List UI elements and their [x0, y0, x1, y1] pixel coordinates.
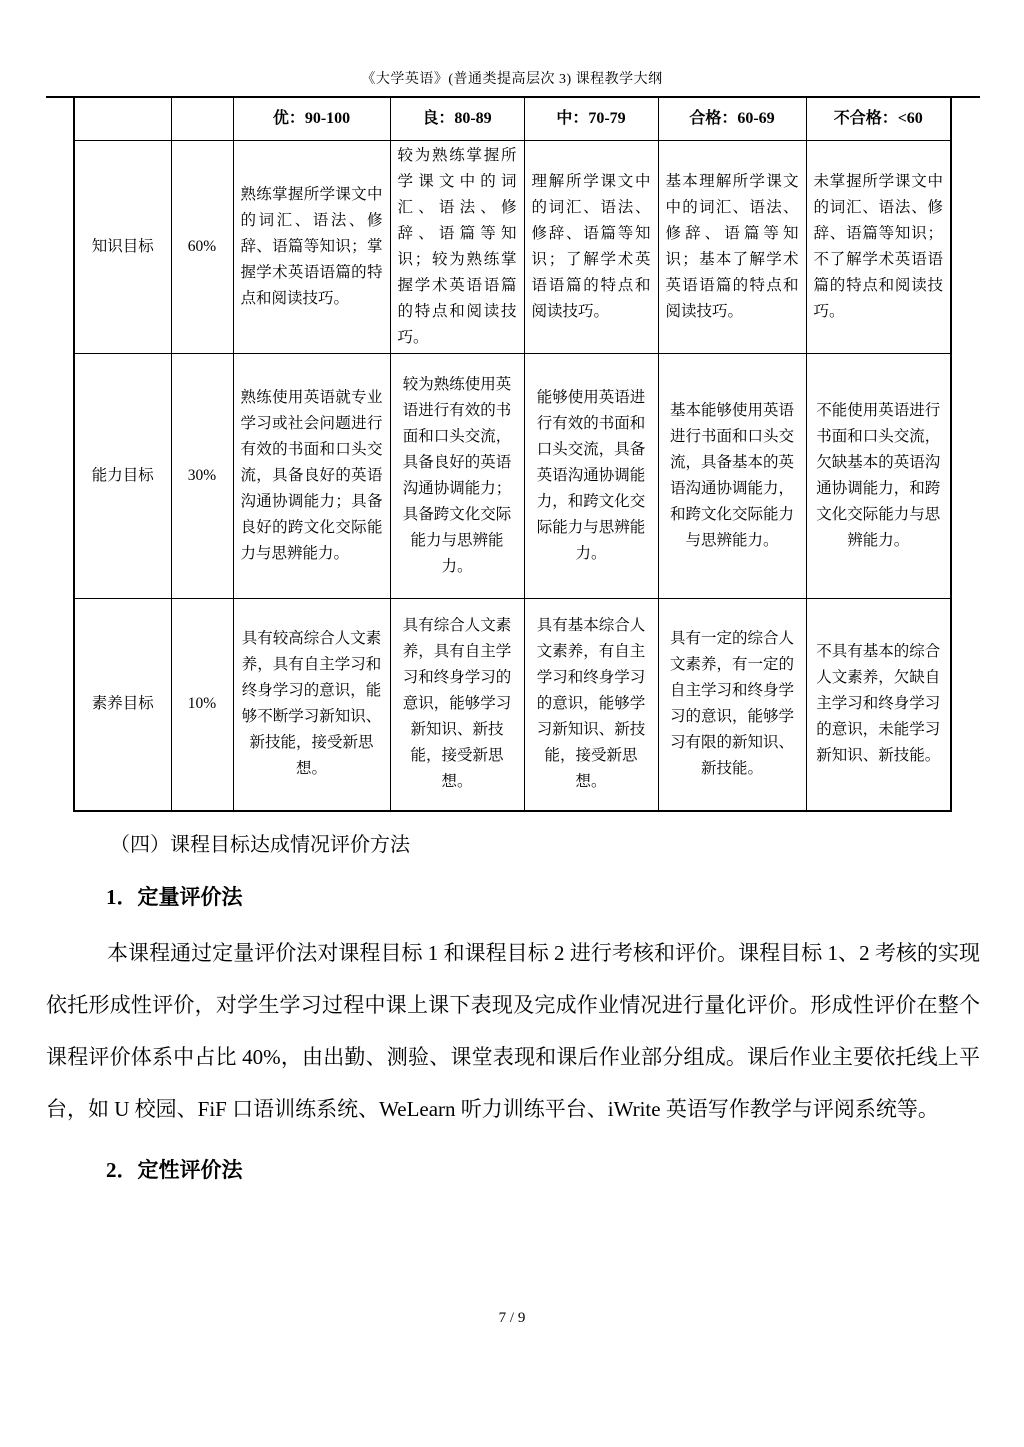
- rubric-cell: 能够使用英语进行有效的书面和口头交流，具备英语沟通协调能力，和跨文化交际能力与思辨能力。: [524, 353, 658, 598]
- subsection-heading-qualitative: 2．定性评价法: [106, 1158, 243, 1182]
- content-area: [46, 96, 980, 1184]
- grading-rubric-table: [73, 96, 952, 812]
- rubric-cell: 较为熟练掌握所学课文中的词汇、语法、修辞、语篇等知识；较为熟练掌握学术英语语篇的特点和阅读技巧。: [390, 140, 524, 353]
- grade-header-fail: 不合格：<60: [806, 97, 951, 140]
- rubric-cell: 具有基本综合人文素养，有自主学习和终身学习的意识，能够学习新知识、新技能，接受新思想。: [524, 598, 658, 811]
- grade-header-good: 良：80-89: [390, 97, 524, 140]
- section-heading: （四）课程目标达成情况评价方法: [110, 834, 410, 856]
- rubric-cell: 较为熟练使用英语进行有效的书面和口头交流，具备良好的英语沟通协调能力；具备跨文化交际能力与思辨能力。: [390, 353, 524, 598]
- empty-header-cell: [74, 97, 171, 140]
- grade-header-excellent: 优：90-100: [233, 97, 390, 140]
- body-paragraph: 本课程通过定量评价法对课程目标 1 和课程目标 2 进行考核和评价。课程目标 1、2 考核的实现依托形成性评价，对学生学习过程中课上课下表现及完成作业情况进行量化评价。形成性评价在整个课程评价体系中占比 40%，由出勤、测验、课堂表现和课后作业部分组成。课后作业主要依托线上平台，如 U 校园、FiF 口语训练系统、WeLearn 听力训练平台、iWrite 英语写作教学与评阅系统等。: [46, 941, 980, 1121]
- rubric-cell: 熟练使用英语就专业学习或社会问题进行有效的书面和口头交流，具备良好的英语沟通协调能力；具备良好的跨文化交际能力与思辨能力。: [233, 353, 390, 598]
- rubric-cell: 具有综合人文素养，具有自主学习和终身学习的意识，能够学习新知识、新技能，接受新思想。: [390, 598, 524, 811]
- rubric-cell: 不具有基本的综合人文素养，欠缺自主学习和终身学习的意识，未能学习新知识、新技能。: [806, 598, 951, 811]
- subsection-heading-quantitative: 1．定量评价法: [106, 885, 243, 909]
- empty-header-cell: [171, 97, 233, 140]
- objective-weight: 30%: [171, 353, 233, 598]
- objective-label: 能力目标: [74, 353, 171, 598]
- rubric-cell: 熟练掌握所学课文中的词汇、语法、修辞、语篇等知识；掌握学术英语语篇的特点和阅读技巧。: [233, 140, 390, 353]
- objective-label: 知识目标: [74, 140, 171, 353]
- rubric-cell: 具有较高综合人文素养，具有自主学习和终身学习的意识，能够不断学习新知识、新技能，接受新思想。: [233, 598, 390, 811]
- rubric-row-knowledge: [74, 140, 951, 353]
- rubric-row-ability: [74, 353, 951, 598]
- rubric-cell: 具有一定的综合人文素养，有一定的自主学习和终身学习的意识，能够学习有限的新知识、新技能。: [658, 598, 806, 811]
- grade-header-pass: 合格：60-69: [658, 97, 806, 140]
- objective-weight: 10%: [171, 598, 233, 811]
- objective-label: 素养目标: [74, 598, 171, 811]
- rubric-cell: 不能使用英语进行书面和口头交流，欠缺基本的英语沟通协调能力，和跨文化交际能力与思辨能力。: [806, 353, 951, 598]
- rubric-row-literacy: [74, 598, 951, 811]
- page-number: 7 / 9: [498, 1310, 526, 1326]
- rubric-cell: 基本能够使用英语进行书面和口头交流，具备基本的英语沟通协调能力，和跨文化交际能力与思辨能力。: [658, 353, 806, 598]
- objective-weight: 60%: [171, 140, 233, 353]
- grade-header-row: [74, 97, 951, 140]
- rubric-cell: 基本理解所学课文中的词汇、语法、修辞、语篇等知识；基本了解学术英语语篇的特点和阅读技巧。: [658, 140, 806, 353]
- rubric-cell: 未掌握所学课文中的词汇、语法、修辞、语篇等知识；不了解学术英语语篇的特点和阅读技巧。: [806, 140, 951, 353]
- document-header-title: 《大学英语》(普通类提高层次 3) 课程教学大纲: [361, 72, 663, 87]
- grade-header-medium: 中：70-79: [524, 97, 658, 140]
- rubric-cell: 理解所学课文中的词汇、语法、修辞、语篇等知识；了解学术英语语篇的特点和阅读技巧。: [524, 140, 658, 353]
